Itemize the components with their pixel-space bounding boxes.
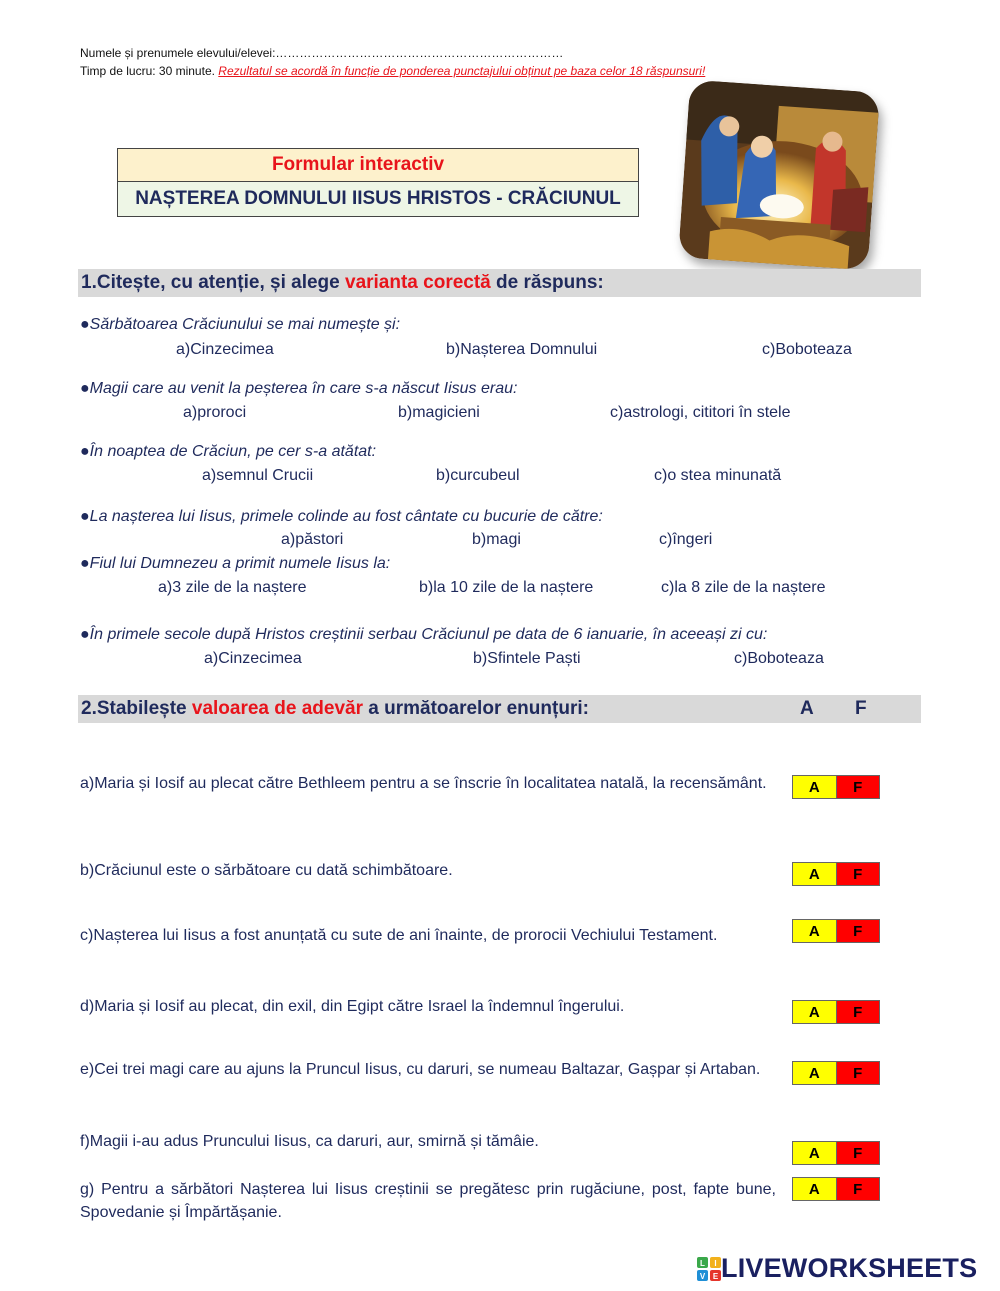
option-c[interactable]: c)Boboteaza	[734, 650, 824, 667]
option-c[interactable]: c)îngeri	[659, 531, 713, 548]
false-button[interactable]: F	[837, 776, 880, 798]
statement-a: a)Maria și Iosif au plecat către Bethleem pentru a se înscrie în localitatea natală, la recensământ.	[80, 775, 767, 792]
af-toggle	[792, 1177, 880, 1201]
option-c[interactable]: c)la 8 zile de la naștere	[661, 579, 826, 596]
time-label: Timp de lucru: 30 minute.	[80, 64, 215, 78]
option-c[interactable]: c)o stea minunată	[654, 467, 782, 484]
true-button[interactable]: A	[793, 920, 837, 942]
af-toggle	[792, 1000, 880, 1024]
true-button[interactable]: A	[793, 1062, 837, 1084]
column-a-label: A	[800, 698, 814, 719]
column-f-label: F	[855, 698, 867, 719]
question-text: ●În primele secole după Hristos creștinii serbau Crăciunul pe data de 6 ianuarie, în aceeași zi cu:	[80, 626, 768, 643]
student-name-line: Numele și prenumele elevului/elevei:………………………………………………………………	[80, 46, 564, 60]
statement-c: c)Nașterea lui Iisus a fost anunțată cu sute de ani înainte, de prorocii Vechiului Testament.	[80, 927, 718, 944]
badge-letter: I	[714, 1258, 717, 1268]
liveworksheets-logo	[697, 1253, 977, 1284]
section2-suffix: a următoarelor enunțuri:	[363, 698, 589, 719]
title-top: Formular interactiv	[118, 149, 638, 182]
option-b[interactable]: b)Nașterea Domnului	[446, 341, 598, 358]
score-note: Rezultatul se acordă în funcție de ponderea punctajului obținut pe baza celor 18 răspunsuri!	[218, 64, 706, 78]
af-toggle	[792, 1061, 880, 1085]
option-a[interactable]: a)3 zile de la naștere	[158, 579, 307, 596]
option-b[interactable]: b)magi	[472, 531, 521, 548]
logo-text: LIVEWORKSHEETS	[721, 1253, 978, 1283]
false-button[interactable]: F	[837, 1001, 880, 1023]
question-text: ●Magii care au venit la peșterea în care s-a născut Iisus erau:	[80, 380, 518, 397]
statement-e: e)Cei trei magi care au ajuns la Pruncul Iisus, cu daruri, se numeau Baltazar, Gașpar și Artaban.	[80, 1061, 761, 1078]
option-b[interactable]: b)magicieni	[398, 404, 480, 421]
time-note-line	[80, 64, 705, 78]
section1-suffix: de răspuns:	[490, 272, 604, 293]
question-text: ●Sărbătoarea Crăciunului se mai numește și:	[80, 316, 401, 333]
statement-b: b)Crăciunul este o sărbătoare cu dată schimbătoare.	[80, 862, 453, 879]
option-b[interactable]: b)la 10 zile de la naștere	[419, 579, 594, 596]
section1-prefix: 1.Citește, cu atenție, și alege	[81, 272, 345, 293]
true-button[interactable]: A	[793, 1178, 837, 1200]
option-a[interactable]: a)păstori	[281, 531, 344, 548]
option-a[interactable]: a)Cinzecimea	[204, 650, 302, 667]
false-button[interactable]: F	[837, 1062, 880, 1084]
option-c[interactable]: c)astrologi, cititori în stele	[610, 404, 791, 421]
section1-header	[78, 269, 921, 297]
af-toggle	[792, 1141, 880, 1165]
false-button[interactable]: F	[837, 863, 880, 885]
section2-prefix: 2.Stabilește	[81, 698, 192, 719]
option-a[interactable]: a)Cinzecimea	[176, 341, 274, 358]
badge-letter: L	[700, 1258, 705, 1268]
option-b[interactable]: b)curcubeul	[436, 467, 520, 484]
liveworksheets-badge-icon	[697, 1257, 721, 1281]
statement-f: f)Magii i-au adus Pruncului Iisus, ca daruri, aur, smirnă și tămâie.	[80, 1133, 539, 1150]
title-box	[117, 148, 639, 217]
af-toggle	[792, 919, 880, 943]
statement-d: d)Maria și Iosif au plecat, din exil, din Egipt către Israel la îndemnul îngerului.	[80, 998, 625, 1015]
true-button[interactable]: A	[793, 776, 837, 798]
option-c[interactable]: c)Boboteaza	[762, 341, 852, 358]
badge-letter: V	[699, 1271, 706, 1281]
section2-highlight: valoarea de adevăr	[191, 698, 364, 719]
badge-letter: E	[712, 1271, 719, 1281]
question-text: ●La nașterea lui Iisus, primele colinde au fost cântate cu bucurie de către:	[80, 508, 603, 525]
section1-highlight: varianta corectă	[345, 272, 491, 293]
false-button[interactable]: F	[837, 1178, 880, 1200]
true-button[interactable]: A	[793, 1142, 837, 1164]
option-a[interactable]: a)semnul Crucii	[202, 467, 314, 484]
statement-g: g) Pentru a sărbători Nașterea lui Iisus creștinii se pregătesc prin rugăciune, post, fapte bune, Spovedanie și Împărtășanie.	[80, 1181, 776, 1221]
false-button[interactable]: F	[837, 920, 880, 942]
section2-header	[78, 695, 921, 723]
af-toggle	[792, 862, 880, 886]
option-b[interactable]: b)Sfintele Paști	[473, 650, 581, 667]
option-a[interactable]: a)proroci	[183, 404, 247, 421]
true-button[interactable]: A	[793, 863, 837, 885]
nativity-image	[678, 80, 880, 271]
title-bottom: NAȘTEREA DOMNULUI IISUS HRISTOS - CRĂCIUNUL	[118, 182, 638, 216]
question-text: ●Fiul lui Dumnezeu a primit numele Iisus la:	[80, 555, 391, 572]
true-button[interactable]: A	[793, 1001, 837, 1023]
af-toggle	[792, 775, 880, 799]
false-button[interactable]: F	[837, 1142, 880, 1164]
question-text: ●În noaptea de Crăciun, pe cer s-a atătat:	[80, 443, 377, 460]
